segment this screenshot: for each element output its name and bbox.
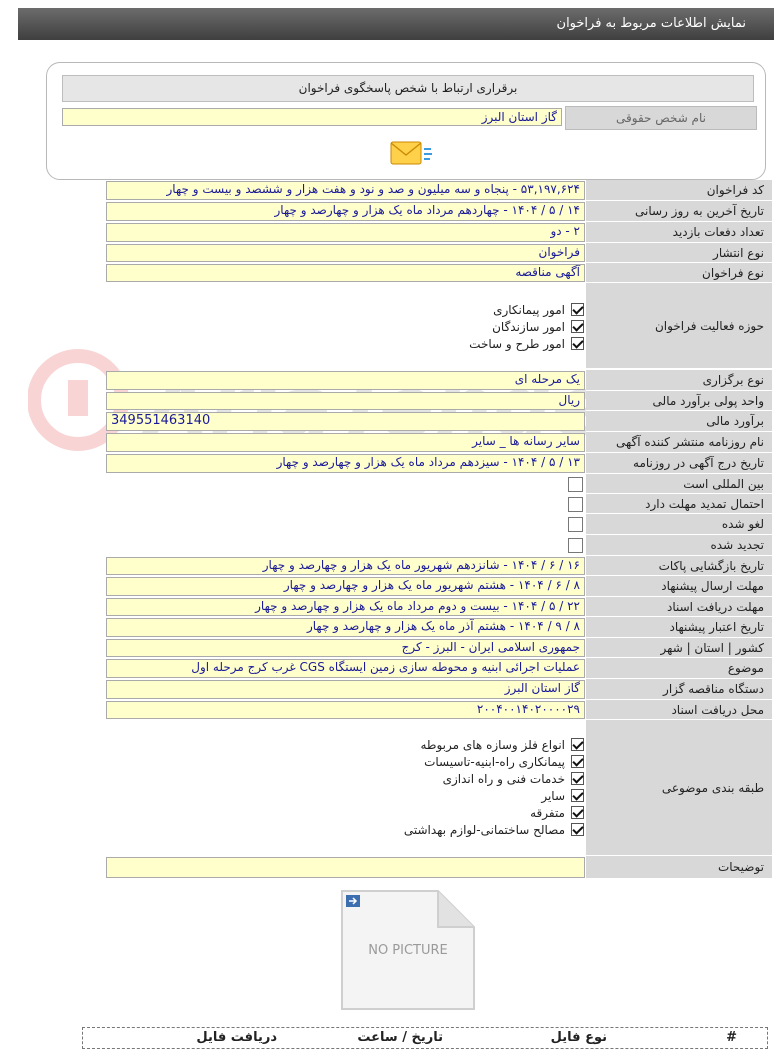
checkbox[interactable] (571, 772, 584, 785)
category-item-label: پیمانکاری راه-ابنیه-تاسیسات (424, 754, 565, 769)
no-picture-image (338, 887, 478, 1013)
row-paper-date (106, 453, 772, 474)
row-intl (106, 474, 772, 494)
row-code (106, 180, 772, 201)
checkbox[interactable] (571, 806, 584, 819)
subject-value: عملیات اجرائی ابنیه و محوطه سازی زمین ایستگاه CGS غرب کرج مرحله اول (106, 659, 585, 678)
call-type-label: نوع فراخوان (586, 263, 772, 283)
category-item[interactable] (404, 753, 584, 770)
code-value: ۵۳,۱۹۷,۶۲۴ - پنجاه و سه میلیون و صد و نود و هفت هزار و ششصد و بیست و چهار (106, 181, 585, 200)
newspaper-value: سایر رسانه ها _ سایر (106, 433, 585, 452)
row-notes (106, 856, 772, 879)
category-item[interactable] (404, 787, 584, 804)
org-label: دستگاه مناقصه گزار (586, 679, 772, 700)
category-item-label: خدمات فنی و راه اندازی (442, 771, 565, 786)
category-item[interactable] (404, 736, 584, 753)
checkbox[interactable] (571, 738, 584, 751)
row-docs-deadline (106, 597, 772, 617)
currency-label: واحد پولی برآورد مالی (586, 391, 772, 411)
estimate-value: 349551463140 (106, 412, 585, 431)
activity-item[interactable] (469, 318, 584, 335)
code-label: کد فراخوان (586, 180, 772, 201)
col-file-type: نوع فایل (550, 1030, 607, 1045)
row-submit (106, 576, 772, 597)
category-item[interactable] (404, 770, 584, 787)
activity-item-label: امور سازندگان (492, 319, 565, 334)
files-table-header (82, 1027, 768, 1049)
row-renew (106, 535, 772, 556)
intl-checkbox[interactable] (568, 477, 583, 492)
notes-value (106, 857, 585, 878)
row-cancel (106, 514, 772, 535)
col-date-time: تاریخ / ساعت (357, 1030, 443, 1045)
cancel-checkbox[interactable] (568, 517, 583, 532)
category-item[interactable] (404, 804, 584, 821)
row-call-type (106, 263, 772, 283)
intl-label: بین المللی است (586, 474, 772, 494)
contact-title[interactable]: برقراری ارتباط با شخص پاسخگوی فراخوان (62, 75, 754, 102)
location-label: کشور | استان | شهر (586, 638, 772, 658)
checkbox[interactable] (571, 789, 584, 802)
row-subject (106, 658, 772, 679)
extend-label: احتمال تمدید مهلت دارد (586, 494, 772, 514)
row-activity (106, 283, 772, 369)
envelope-value: ۱۶ / ۶ / ۱۴۰۴ - شانزدهم شهریور ماه یک هزار و چهارصد و چهار (106, 557, 585, 575)
no-picture-text: NO PICTURE (368, 943, 448, 958)
checkbox[interactable] (571, 337, 584, 350)
checkbox[interactable] (571, 320, 584, 333)
row-extend (106, 494, 772, 514)
hold-type-label: نوع برگزاری (586, 370, 772, 391)
row-hold-type (106, 370, 772, 391)
contact-box (46, 62, 766, 180)
checkbox[interactable] (571, 823, 584, 836)
renew-checkbox[interactable] (568, 538, 583, 553)
row-newspaper (106, 432, 772, 453)
page-header: نمایش اطلاعات مربوط به فراخوان (18, 8, 774, 40)
row-update (106, 201, 772, 222)
row-envelope (106, 556, 772, 576)
row-estimate (106, 411, 772, 432)
activity-item[interactable] (469, 301, 584, 318)
renew-label: تجدید شده (586, 535, 772, 556)
update-value: ۱۴ / ۵ / ۱۴۰۴ - چهاردهم مرداد ماه یک هزار و چهارصد و چهار (106, 202, 585, 221)
docs-deadline-label: مهلت دریافت اسناد (586, 597, 772, 617)
row-location (106, 638, 772, 658)
activity-item-label: امور طرح و ساخت (469, 336, 565, 351)
row-pub-type (106, 243, 772, 263)
org-value: گاز استان البرز (106, 680, 585, 699)
pub-type-label: نوع انتشار (586, 243, 772, 263)
visits-value: ۲ - دو (106, 223, 585, 242)
row-org (106, 679, 772, 700)
row-validity (106, 617, 772, 638)
cancel-label: لغو شده (586, 514, 772, 535)
paper-date-label: تاریخ درج آگهی در روزنامه (586, 453, 772, 474)
validity-label: تاریخ اعتبار پیشنهاد (586, 617, 772, 638)
pub-type-value: فراخوان (106, 244, 585, 262)
subject-label: موضوع (586, 658, 772, 679)
envelope-label: تاریخ بازگشایی پاکات (586, 556, 772, 576)
estimate-label: برآورد مالی (586, 411, 772, 432)
person-value: گاز استان البرز (62, 108, 562, 126)
hold-type-value: یک مرحله ای (106, 371, 585, 390)
notes-label: توضیحات (586, 856, 772, 879)
category-item-label: مصالح ساختمانی-لوازم بهداشتی (403, 822, 565, 837)
person-label: نام شخص حقوقی (565, 106, 757, 130)
category-list (404, 736, 584, 838)
submit-label: مهلت ارسال پیشنهاد (586, 576, 772, 597)
email-icon[interactable] (387, 139, 433, 169)
validity-value: ۸ / ۹ / ۱۴۰۴ - هشتم آذر ماه یک هزار و چهارصد و چهار (106, 618, 585, 637)
category-item[interactable] (404, 821, 584, 838)
checkbox[interactable] (571, 755, 584, 768)
paper-date-value: ۱۳ / ۵ / ۱۴۰۴ - سیزدهم مرداد ماه یک هزار و چهارصد و چهار (106, 454, 585, 473)
visits-label: تعداد دفعات بازدید (586, 222, 772, 243)
activity-item[interactable] (469, 335, 584, 352)
docs-place-value: ۲۰۰۴۰۰۱۴۰۲۰۰۰۰۲۹ (106, 701, 585, 719)
currency-value: ریال (106, 392, 585, 410)
col-hash: # (726, 1030, 737, 1045)
activity-list (469, 301, 584, 352)
extend-checkbox[interactable] (568, 497, 583, 512)
category-item-label: انواع فلز وسازه های مربوطه (420, 737, 565, 752)
docs-deadline-value: ۲۲ / ۵ / ۱۴۰۴ - بیست و دوم مرداد ماه یک هزار و چهارصد و چهار (106, 598, 585, 616)
update-label: تاریخ آخرین به روز رسانی (586, 201, 772, 222)
checkbox[interactable] (571, 303, 584, 316)
location-value: جمهوری اسلامی ایران - البرز - کرج (106, 639, 585, 657)
category-label: طبقه بندی موضوعی (586, 720, 772, 856)
category-item-label: متفرقه (530, 805, 565, 820)
col-download: دریافت فایل (196, 1030, 277, 1045)
newspaper-label: نام روزنامه منتشر کننده آگهی (586, 432, 772, 453)
docs-place-label: محل دریافت اسناد (586, 700, 772, 720)
row-docs-place (106, 700, 772, 720)
submit-value: ۸ / ۶ / ۱۴۰۴ - هشتم شهریور ماه یک هزار و چهارصد و چهار (106, 577, 585, 596)
row-currency (106, 391, 772, 411)
row-category (106, 720, 772, 856)
activity-label: حوزه فعالیت فراخوان (586, 283, 772, 369)
activity-item-label: امور پیمانکاری (493, 302, 565, 317)
call-type-value: آگهی مناقصه (106, 264, 585, 282)
category-item-label: سایر (541, 788, 565, 803)
row-visits (106, 222, 772, 243)
